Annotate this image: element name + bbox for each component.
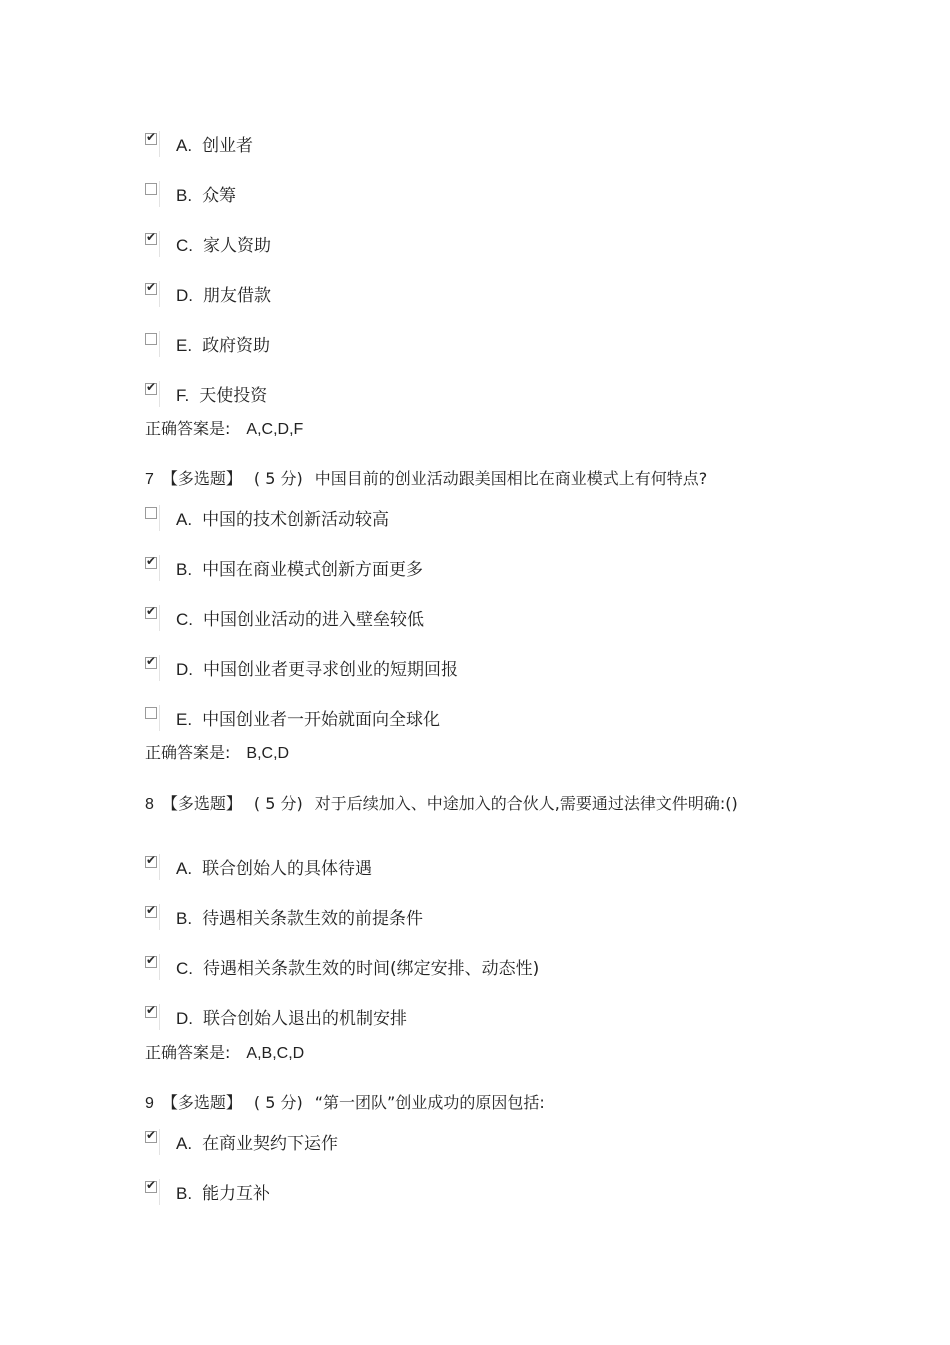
check-icon: ✔ bbox=[146, 654, 157, 668]
checkbox-border bbox=[159, 281, 176, 307]
check-icon: ✔ bbox=[146, 554, 157, 568]
checkbox-checked[interactable] bbox=[145, 1003, 157, 1018]
check-icon: ✔ bbox=[146, 604, 157, 618]
option-label: A. 在商业契约下运作 bbox=[176, 1134, 339, 1154]
option-label: F. 天使投资 bbox=[176, 386, 268, 406]
checkbox-unchecked[interactable] bbox=[145, 183, 157, 195]
checkbox-border bbox=[159, 231, 176, 257]
question-7: 7 【多选题】 ( 5 分) 中国目前的创业活动跟美国相比在商业模式上有何特点? bbox=[145, 469, 708, 488]
checkbox-checked[interactable] bbox=[145, 953, 157, 968]
checkbox-checked[interactable] bbox=[145, 853, 157, 868]
checkbox-checked[interactable] bbox=[145, 280, 157, 295]
correct-answer: 正确答案是: B,C,D bbox=[145, 743, 290, 762]
checkbox-border bbox=[159, 555, 176, 581]
option-label: B. 中国在商业模式创新方面更多 bbox=[176, 560, 424, 580]
checkbox-border bbox=[159, 655, 176, 681]
question-8: 8 【多选题】 ( 5 分) 对于后续加入、中途加入的合伙人,需要通过法律文件明确:() bbox=[145, 794, 738, 813]
checkbox-checked[interactable] bbox=[145, 903, 157, 918]
checkbox-checked[interactable] bbox=[145, 130, 157, 145]
option-label: B. 能力互补 bbox=[176, 1184, 271, 1204]
checkbox-checked[interactable] bbox=[145, 1128, 157, 1143]
checkbox-border bbox=[159, 1004, 176, 1030]
checkbox-checked[interactable] bbox=[145, 654, 157, 669]
checkbox-unchecked[interactable] bbox=[145, 333, 157, 345]
option-label: A. 创业者 bbox=[176, 136, 254, 156]
checkbox-border bbox=[159, 954, 176, 980]
question-9: 9 【多选题】 ( 5 分) “第一团队”创业成功的原因包括: bbox=[145, 1093, 545, 1112]
option-label: D. 联合创始人退出的机制安排 bbox=[176, 1009, 407, 1029]
checkbox-border bbox=[159, 605, 176, 631]
check-icon: ✔ bbox=[146, 280, 157, 294]
checkbox-checked[interactable] bbox=[145, 1178, 157, 1193]
check-icon: ✔ bbox=[146, 130, 157, 144]
check-icon: ✔ bbox=[146, 380, 157, 394]
check-icon: ✔ bbox=[146, 1003, 157, 1017]
checkbox-border bbox=[159, 505, 176, 531]
option-label: D. 中国创业者更寻求创业的短期回报 bbox=[176, 660, 458, 680]
checkbox-border bbox=[159, 331, 176, 357]
option-label: C. 中国创业活动的进入壁垒较低 bbox=[176, 610, 424, 630]
correct-answer: 正确答案是: A,B,C,D bbox=[145, 1043, 305, 1062]
checkbox-checked[interactable] bbox=[145, 554, 157, 569]
check-icon: ✔ bbox=[146, 1128, 157, 1142]
checkbox-checked[interactable] bbox=[145, 380, 157, 395]
checkbox-checked[interactable] bbox=[145, 604, 157, 619]
checkbox-border bbox=[159, 1179, 176, 1205]
check-icon: ✔ bbox=[146, 903, 157, 917]
option-label: B. 众筹 bbox=[176, 186, 237, 206]
checkbox-unchecked[interactable] bbox=[145, 707, 157, 719]
checkbox-border bbox=[159, 381, 176, 407]
checkbox-unchecked[interactable] bbox=[145, 507, 157, 519]
check-icon: ✔ bbox=[146, 953, 157, 967]
option-label: C. 家人资助 bbox=[176, 236, 271, 256]
check-icon: ✔ bbox=[146, 1178, 157, 1192]
option-label: E. 中国创业者一开始就面向全球化 bbox=[176, 710, 441, 730]
option-label: C. 待遇相关条款生效的时间(绑定安排、动态性) bbox=[176, 959, 540, 979]
checkbox-border bbox=[159, 131, 176, 157]
option-label: E. 政府资助 bbox=[176, 336, 271, 356]
correct-answer: 正确答案是: A,C,D,F bbox=[145, 419, 304, 438]
checkbox-border bbox=[159, 904, 176, 930]
checkbox-border bbox=[159, 181, 176, 207]
check-icon: ✔ bbox=[146, 853, 157, 867]
option-label: A. 联合创始人的具体待遇 bbox=[176, 859, 373, 879]
option-label: D. 朋友借款 bbox=[176, 286, 271, 306]
check-icon: ✔ bbox=[146, 230, 157, 244]
checkbox-checked[interactable] bbox=[145, 230, 157, 245]
option-label: B. 待遇相关条款生效的前提条件 bbox=[176, 909, 424, 929]
checkbox-border bbox=[159, 854, 176, 880]
option-label: A. 中国的技术创新活动较高 bbox=[176, 510, 390, 530]
checkbox-border bbox=[159, 705, 176, 731]
checkbox-border bbox=[159, 1129, 176, 1155]
